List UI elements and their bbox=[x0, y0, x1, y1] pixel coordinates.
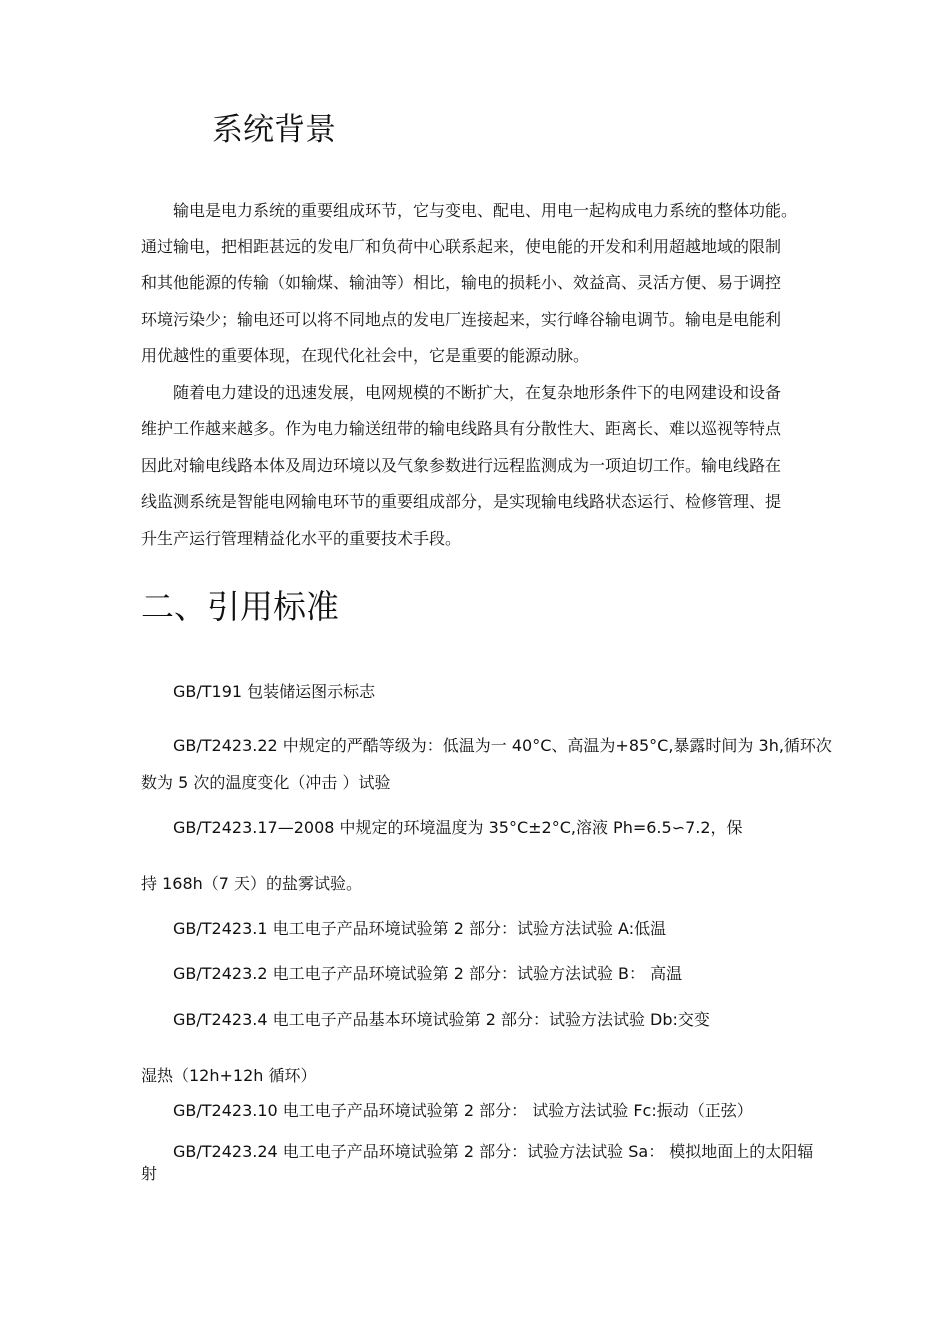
standard-item-continuation: 射 bbox=[141, 1164, 158, 1183]
standard-item: GB/T191 包装储运图示标志 bbox=[173, 682, 376, 701]
standard-item: GB/T2423.4 电工电子产品基本环境试验第 2 部分：试验方法试验 Db:交变 bbox=[173, 1010, 710, 1029]
paragraph-line: 随着电力建设的迅速发展，电网规模的不断扩大，在复杂地形条件下的电网建设和设备 bbox=[173, 383, 782, 402]
standard-item: GB/T2423.10 电工电子产品环境试验第 2 部分： 试验方法试验 Fc:振动（正弦） bbox=[173, 1101, 753, 1120]
section-title-standards: 二、引用标准 bbox=[141, 587, 339, 626]
standard-item-continuation: 持 168h（7 天）的盐雾试验。 bbox=[141, 874, 363, 893]
paragraph-line: 通过输电，把相距甚远的发电厂和负荷中心联系起来，使电能的开发和利用超越地域的限制 bbox=[141, 237, 782, 256]
standard-item: GB/T2423.2 电工电子产品环境试验第 2 部分：试验方法试验 B： 高温 bbox=[173, 964, 683, 983]
paragraph-line: 升生产运行管理精益化水平的重要技术手段。 bbox=[141, 529, 462, 548]
standard-item: GB/T2423.17—2008 中规定的环境温度为 35°C±2°C,溶液 Ph=6.5∽7.2，保 bbox=[173, 818, 743, 837]
section-title-background: 系统背景 bbox=[212, 112, 336, 148]
paragraph-line: 输电是电力系统的重要组成环节，它与变电、配电、用电一起构成电力系统的整体功能。 bbox=[173, 201, 798, 220]
paragraph-line: 线监测系统是智能电网输电环节的重要组成部分，是实现输电线路状态运行、检修管理、提 bbox=[141, 492, 782, 511]
paragraph-line: 和其他能源的传输（如输煤、输油等）相比，输电的损耗小、效益高、灵活方便、易于调控 bbox=[141, 273, 782, 292]
standard-item: GB/T2423.1 电工电子产品环境试验第 2 部分：试验方法试验 A:低温 bbox=[173, 919, 667, 938]
paragraph-line: 环境污染少；输电还可以将不同地点的发电厂连接起来，实行峰谷输电调节。输电是电能利 bbox=[141, 310, 782, 329]
standard-item: GB/T2423.24 电工电子产品环境试验第 2 部分：试验方法试验 Sa： 模拟地面上的太阳辐 bbox=[173, 1142, 814, 1161]
standard-item: GB/T2423.22 中规定的严酷等级为：低温为一 40°C、高温为+85°C,暴露时间为 3h,循环次 bbox=[173, 736, 832, 755]
standard-item-continuation: 数为 5 次的温度变化（冲击 ）试验 bbox=[141, 773, 391, 792]
paragraph-line: 用优越性的重要体现，在现代化社会中，它是重要的能源动脉。 bbox=[141, 346, 590, 365]
paragraph-line: 因此对输电线路本体及周边环境以及气象参数进行远程监测成为一项迫切工作。输电线路在 bbox=[141, 456, 782, 475]
standard-item-continuation: 湿热（12h+12h 循环） bbox=[141, 1066, 317, 1085]
paragraph-line: 维护工作越来越多。作为电力输送纽带的输电线路具有分散性大、距离长、难以巡视等特点 bbox=[141, 419, 782, 438]
